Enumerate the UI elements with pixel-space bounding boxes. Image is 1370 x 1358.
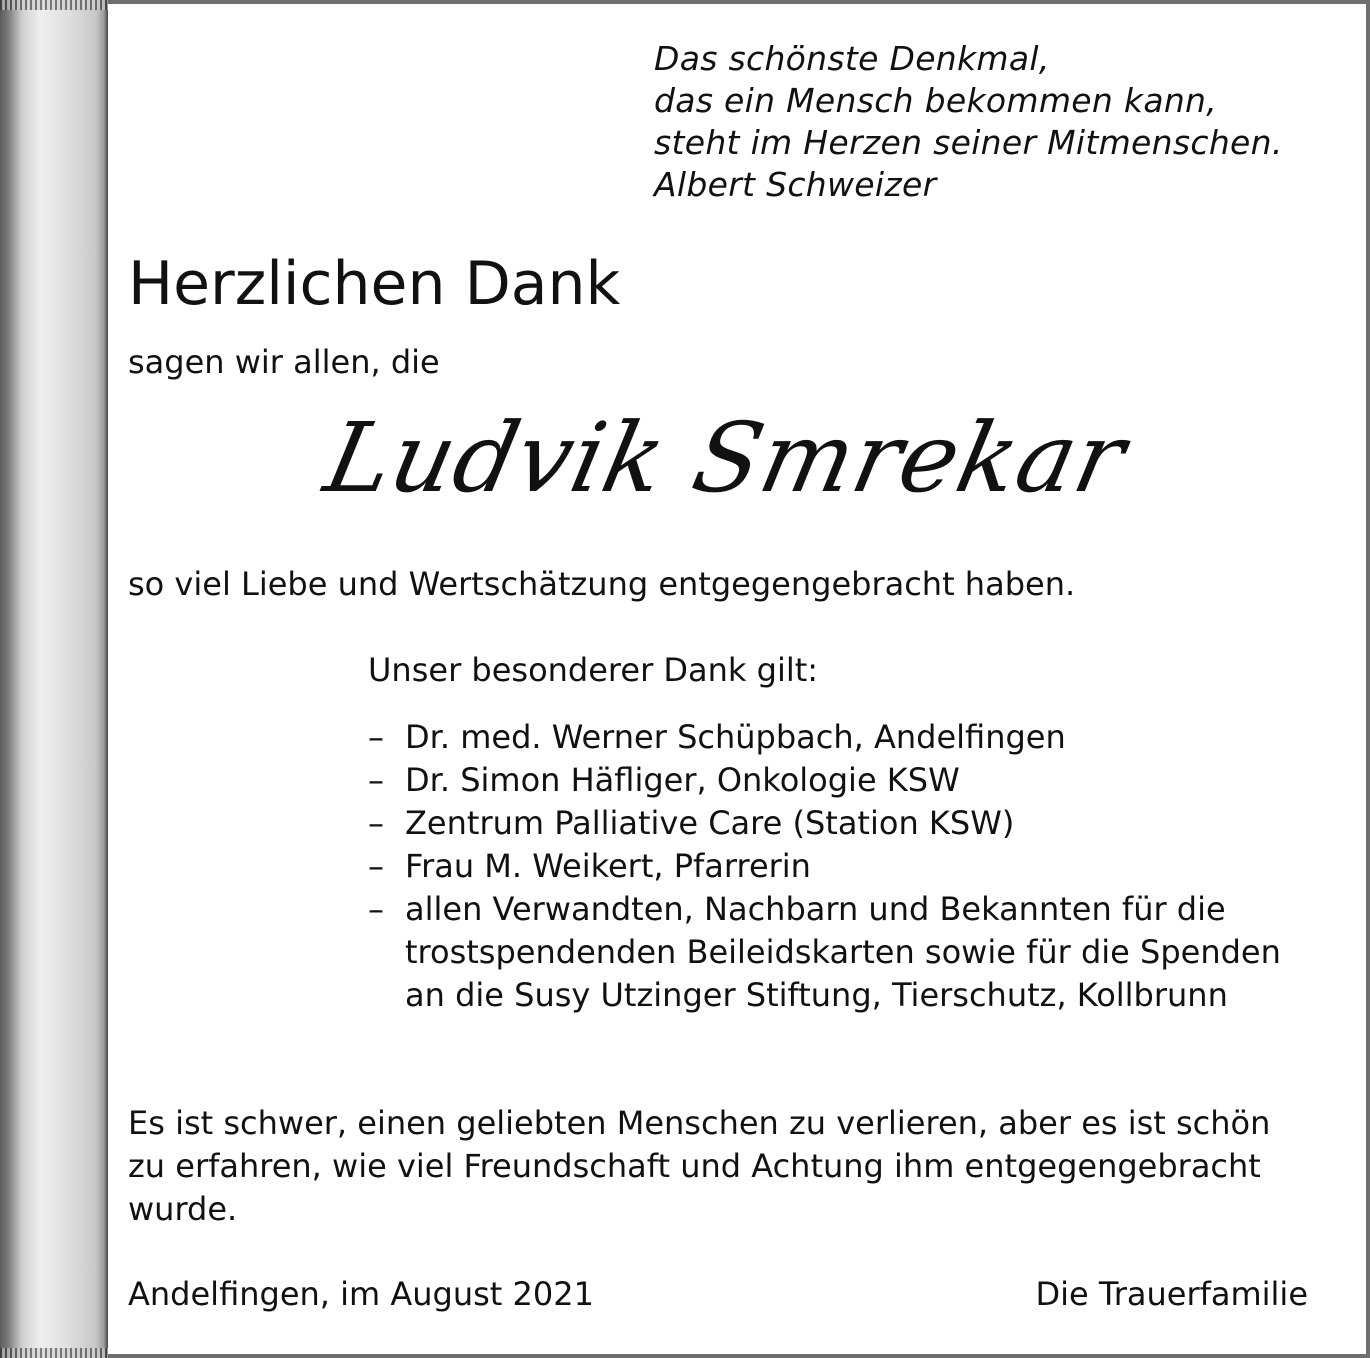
quote-line: steht im Herzen seiner Mitmenschen. <box>654 123 1283 162</box>
list-item <box>368 845 1298 888</box>
list-item-text: Zentrum Palliative Care (Station KSW) <box>405 804 1015 842</box>
list-item-text: Dr. Simon Häfliger, Onkologie KSW <box>405 761 960 799</box>
list-item-text: Frau M. Weikert, Pfarrerin <box>405 847 811 885</box>
dash-bullet: – <box>368 804 384 842</box>
intro-text: sagen wir allen, die <box>128 343 440 381</box>
quote-block <box>654 38 1314 206</box>
binder-strip <box>0 0 108 1358</box>
list-item <box>368 888 1298 1017</box>
list-item <box>368 759 1298 802</box>
closing-paragraph: Es ist schwer, einen geliebten Menschen zu verlieren, aber es ist schön zu erfahren, wie viel Freundschaft und Achtung ihm entgegengebracht wurde. <box>128 1104 1271 1228</box>
appreciation-text: so viel Liebe und Wertschätzung entgegengebracht haben. <box>128 565 1076 603</box>
dash-bullet: – <box>368 890 384 928</box>
dash-bullet: – <box>368 718 384 756</box>
special-thanks <box>368 648 1298 1017</box>
dash-bullet: – <box>368 847 384 885</box>
notice-content <box>128 0 1318 1358</box>
quote-line: das ein Mensch bekommen kann, <box>654 81 1218 120</box>
quote-author: Albert Schweizer <box>654 165 937 204</box>
place-date: Andelfingen, im August 2021 <box>128 1275 594 1313</box>
quote-line: Das schönste Denkmal, <box>654 39 1050 78</box>
list-item <box>368 802 1298 845</box>
signature: Die Trauerfamilie <box>1035 1275 1308 1313</box>
list-item-text: Dr. med. Werner Schüpbach, Andelfingen <box>405 718 1066 756</box>
special-thanks-heading: Unser besonderer Dank gilt: <box>368 651 819 689</box>
list-item <box>368 716 1298 759</box>
special-thanks-list <box>368 716 1298 1017</box>
deceased-name: Ludvik Smrekar <box>316 402 1136 514</box>
dash-bullet: – <box>368 761 384 799</box>
headline: Herzlichen Dank <box>128 249 621 319</box>
list-item-text: allen Verwandten, Nachbarn und Bekannten für die trostspendenden Beileidskarten sowie für die Spenden an die Susy Utzinger Stiftung, Tierschutz, Kollbrunn <box>405 890 1281 1014</box>
